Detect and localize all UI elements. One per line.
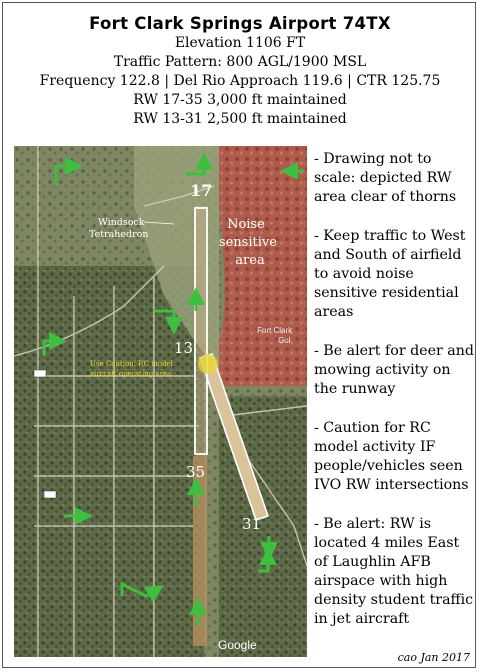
runway-number-17: 17 xyxy=(190,181,213,200)
map-marker-icon xyxy=(44,491,56,498)
header xyxy=(0,14,480,129)
note-item: - Keep traffic to West and South of airfield to avoid noise sensitive residential areas xyxy=(314,228,466,320)
notes-panel xyxy=(314,150,476,649)
note-item: - Be alert for deer and mowing activity on the runway xyxy=(314,343,474,397)
frequency-text: Frequency 122.8 | Del Rio Approach 119.6 | CTR 125.75 xyxy=(39,73,441,89)
runway-17-35 xyxy=(193,206,207,646)
page-title: Fort Clark Springs Airport 74TX xyxy=(89,14,391,33)
note-item: - Caution for RC model activity IF people/vehicles seen IVO RW intersections xyxy=(314,420,469,493)
author-signature: cao Jan 2017 xyxy=(397,651,470,664)
golf-course-label: Fort Clark Gol xyxy=(257,326,293,345)
noise-sensitive-label: Noise sensitive area xyxy=(218,217,277,268)
satellite-map[interactable] xyxy=(14,146,307,657)
note-item: - Be alert: RW is located 4 miles East of Laughlin AFB airspace with high density student traffic in jet aircraft xyxy=(314,516,474,627)
traffic-pattern-text: Traffic Pattern: 800 AGL/1900 MSL xyxy=(113,54,367,70)
google-watermark: Google xyxy=(218,638,257,652)
note-item: - Drawing not to scale: depicted RW area clear of thorns xyxy=(314,151,457,205)
windsock-label: Windsock Tetrahedron xyxy=(89,217,149,240)
elevation-text: Elevation 1106 FT xyxy=(174,35,306,51)
rc-caution-circle xyxy=(198,354,218,374)
runway-number-31: 31 xyxy=(242,515,262,533)
runway-13-31-text: RW 13-31 2,500 ft maintained xyxy=(133,111,347,127)
runway-number-13: 13 xyxy=(174,339,194,357)
map-marker-icon xyxy=(34,370,46,377)
runway-17-35-text: RW 17-35 3,000 ft maintained xyxy=(133,92,347,108)
rc-caution-label: Use Caution: RC model aircraft operating area xyxy=(90,360,173,378)
runway-number-35: 35 xyxy=(186,463,206,481)
